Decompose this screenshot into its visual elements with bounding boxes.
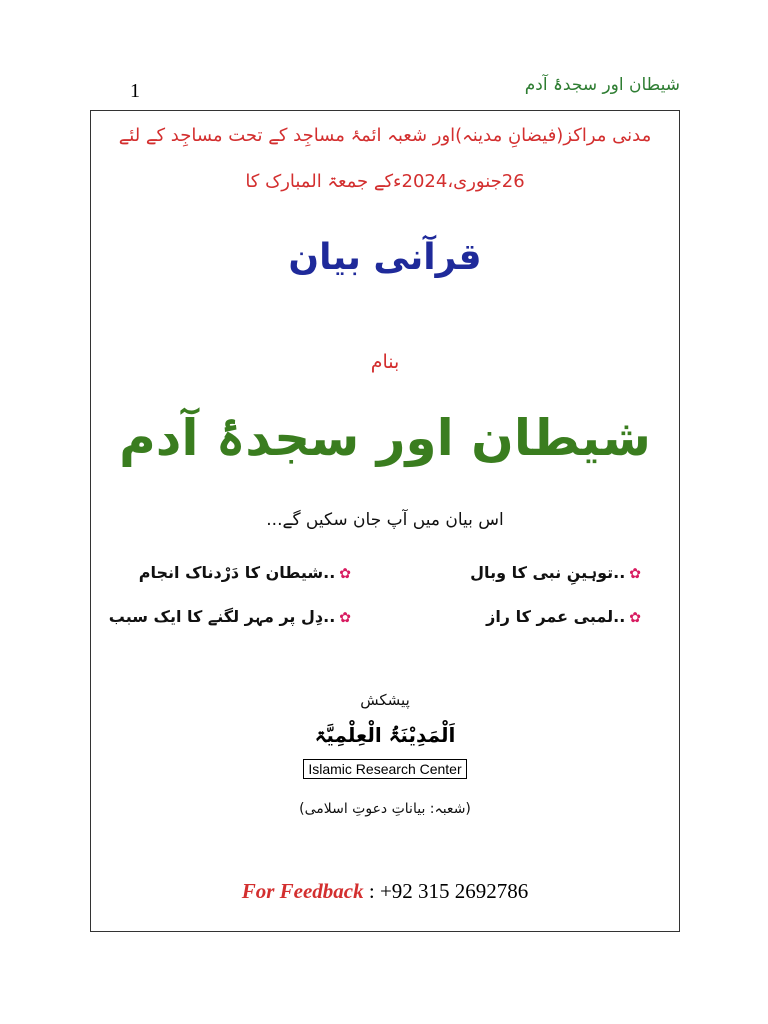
org-english-wrap — [91, 759, 679, 779]
feedback-separator: : — [363, 879, 380, 903]
flower-icon: ✿ — [629, 610, 641, 626]
org-arabic-name: اَلْمَدِیْنَۃُ الْعِلْمِیَّۃ — [314, 723, 456, 747]
feedback-line — [91, 879, 679, 904]
topic-prefix: .. — [323, 607, 336, 626]
bayan-heading: قرآنی بیان — [288, 237, 482, 278]
banam-label: بنام — [370, 351, 400, 373]
feedback-label: For Feedback — [241, 879, 364, 903]
flower-icon: ✿ — [629, 566, 641, 582]
org-english-name: Islamic Research Center — [303, 759, 466, 779]
feedback-phone: +92 315 2692786 — [379, 879, 529, 903]
presented-by: پیشکش — [360, 691, 410, 709]
topic-text: دِل پر مہر لگنے کا ایک سبب — [108, 607, 324, 626]
running-title: شیطان اور سجدۂ آدم — [524, 75, 680, 95]
topic-text: لمبی عمر کا راز — [486, 607, 614, 626]
learn-intro: اس بیان میں آپ جان سکیں گے... — [266, 510, 504, 530]
topics-list — [108, 563, 641, 643]
intro-line-2: 26جنوری،2024ءکے جمعۃ المبارک کا — [245, 171, 525, 192]
page-number: 1 — [130, 80, 140, 102]
intro-line-1: مدنی مراکز(فیضانِ مدینہ)اور شعبہ ائمۂ مساجِد کے تحت مساجِد کے لئے — [118, 125, 652, 146]
topic-text: شیطان کا دَرْدناک انجام — [138, 563, 324, 582]
topic-item — [109, 607, 351, 626]
topic-prefix: .. — [323, 563, 336, 582]
topic-prefix: .. — [613, 607, 626, 626]
topic-item — [139, 563, 351, 582]
title-page-frame — [90, 110, 680, 932]
department-label: (شعبہ: بیاناتِ دعوتِ اسلامی) — [299, 801, 471, 817]
flower-icon: ✿ — [339, 566, 351, 582]
topic-item — [486, 607, 641, 626]
topic-text: توہینِ نبی کا وبال — [470, 563, 614, 582]
topic-item — [470, 563, 641, 582]
flower-icon: ✿ — [339, 610, 351, 626]
running-header — [90, 72, 680, 108]
main-title: شیطان اور سجدۂ آدم — [119, 409, 651, 467]
topic-prefix: .. — [613, 563, 626, 582]
